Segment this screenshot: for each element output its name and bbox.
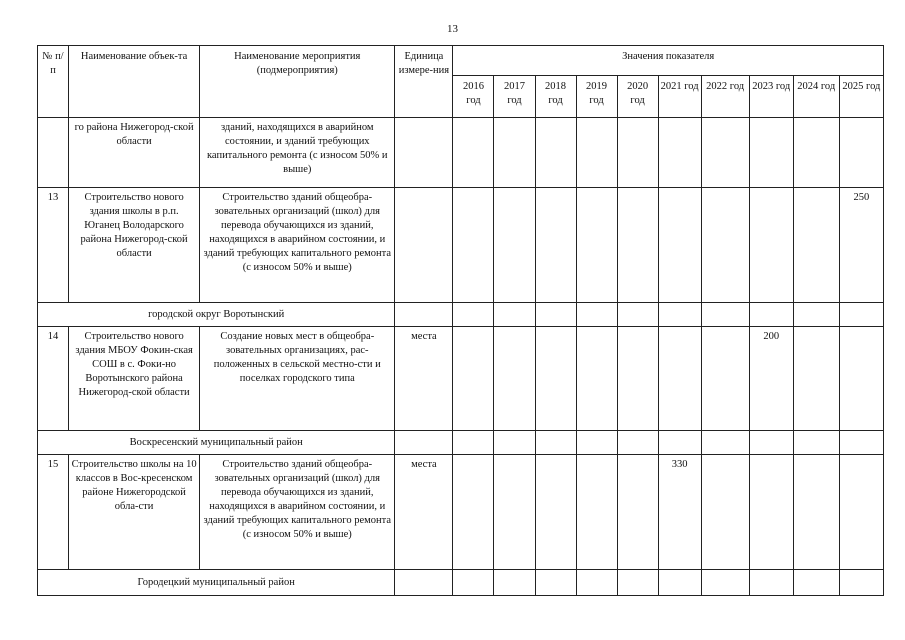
cell-value [494,188,535,303]
cell-value [453,455,494,570]
empty-cell [839,431,883,455]
header-year: 2016 год [453,76,494,118]
cell-value [453,118,494,188]
cell-value [453,188,494,303]
section-row [38,431,884,455]
table-row [38,118,884,188]
cell-value [701,118,749,188]
cell-event: Создание новых мест в общеобра-зовательных организациях, рас-положенных в сельской местно-сти и поселках городского типа [200,327,395,431]
empty-cell [453,570,494,596]
cell-value [793,188,839,303]
empty-cell [494,303,535,327]
empty-cell [658,570,701,596]
empty-cell [839,303,883,327]
empty-cell [749,570,793,596]
cell-value [617,118,658,188]
empty-cell [617,303,658,327]
cell-value [749,455,793,570]
cell-value [535,327,576,431]
empty-cell [453,431,494,455]
table-row [38,188,884,303]
cell-value [494,118,535,188]
header-year: 2022 год [701,76,749,118]
empty-cell [535,431,576,455]
header-values: Значения показателя [453,46,884,76]
section-label: Воскресенский муниципальный район [38,431,395,455]
cell-value [749,188,793,303]
cell-event: зданий, находящихся в аварийном состоянии, и зданий требующих капитального ремонта (с износом 50% и выше) [200,118,395,188]
empty-cell [576,431,617,455]
section-row [38,303,884,327]
empty-cell [793,431,839,455]
header-num: № п/п [38,46,69,118]
cell-value [839,455,883,570]
empty-cell [701,431,749,455]
empty-cell [701,570,749,596]
empty-cell [494,431,535,455]
indicators-table [37,45,884,596]
header-object: Наименование объек-та [69,46,200,118]
header-year: 2018 год [535,76,576,118]
cell-num [38,118,69,188]
cell-num: 14 [38,327,69,431]
cell-object: го района Нижегород-ской области [69,118,200,188]
cell-event: Строительство зданий общеобра-зовательных организаций (школ) для перевода обучающихся из зданий, находящихся в аварийном состоянии, и зданий требующих капитального ремонта (с износом 50% и выше) [200,188,395,303]
empty-cell [701,303,749,327]
header-year: 2017 год [494,76,535,118]
cell-value [839,327,883,431]
header-year: 2023 год [749,76,793,118]
cell-value [453,327,494,431]
cell-num: 15 [38,455,69,570]
cell-unit [395,188,453,303]
header-year: 2019 год [576,76,617,118]
cell-value [701,327,749,431]
empty-cell [749,431,793,455]
empty-cell [658,431,701,455]
cell-value [535,118,576,188]
cell-unit: места [395,327,453,431]
cell-value [535,455,576,570]
cell-value [658,118,701,188]
cell-unit [395,118,453,188]
cell-value [617,188,658,303]
section-label: городской округ Воротынский [38,303,395,327]
empty-cell [494,570,535,596]
section-row [38,570,884,596]
cell-value [576,455,617,570]
empty-cell [749,303,793,327]
header-year: 2025 год [839,76,883,118]
empty-cell [617,431,658,455]
header-event: Наименование мероприятия (подмероприятия) [200,46,395,118]
empty-cell [395,570,453,596]
cell-object: Строительство нового здания школы в р.п. Юганец Володарского района Нижегород-ской области [69,188,200,303]
header-year: 2021 год [658,76,701,118]
empty-cell [658,303,701,327]
cell-unit: места [395,455,453,570]
empty-cell [576,570,617,596]
empty-cell [793,570,839,596]
cell-value [535,188,576,303]
empty-cell [535,570,576,596]
cell-value [617,327,658,431]
table-row [38,455,884,570]
empty-cell [576,303,617,327]
cell-value [749,118,793,188]
cell-object: Строительство нового здания МБОУ Фокин-ская СОШ в с. Фоки-но Воротынского района Нижегород-ской области [69,327,200,431]
cell-num: 13 [38,188,69,303]
cell-value [701,455,749,570]
empty-cell [617,570,658,596]
cell-object: Строительство школы на 10 классов в Вос-кресенском районе Нижегородской обла-сти [69,455,200,570]
section-label: Городецкий муниципальный район [38,570,395,596]
cell-value [617,455,658,570]
empty-cell [453,303,494,327]
cell-event: Строительство зданий общеобра-зовательных организаций (школ) для перевода обучающихся из зданий, находящихся в аварийном состоянии, и зданий требующих капитального ремонта (с износом 50% и выше) [200,455,395,570]
cell-value [576,327,617,431]
cell-value [839,118,883,188]
cell-value [576,118,617,188]
page-number: 13 [447,23,458,35]
cell-value [793,327,839,431]
empty-cell [395,303,453,327]
empty-cell [839,570,883,596]
cell-value [494,327,535,431]
empty-cell [793,303,839,327]
cell-value: 250 [839,188,883,303]
cell-value: 200 [749,327,793,431]
empty-cell [395,431,453,455]
cell-value [793,455,839,570]
cell-value [576,188,617,303]
table-row [38,327,884,431]
cell-value [793,118,839,188]
header-unit: Единица измере-ния [395,46,453,118]
cell-value [494,455,535,570]
header-year: 2020 год [617,76,658,118]
cell-value [658,327,701,431]
cell-value [701,188,749,303]
cell-value [658,188,701,303]
empty-cell [535,303,576,327]
cell-value: 330 [658,455,701,570]
header-year: 2024 год [793,76,839,118]
